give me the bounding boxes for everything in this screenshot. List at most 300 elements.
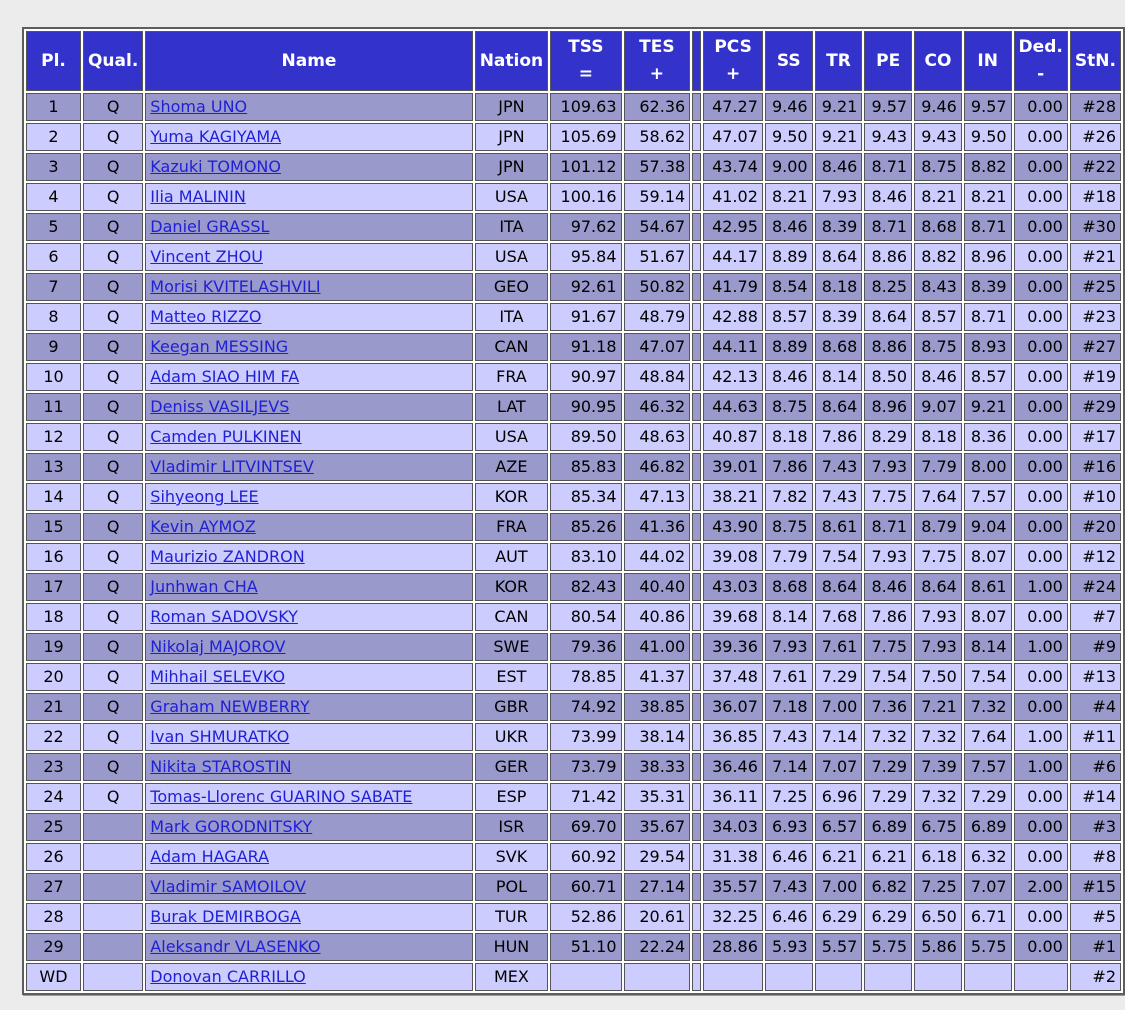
cell-name bbox=[145, 453, 472, 481]
col-header-co: CO bbox=[914, 31, 962, 91]
cell-tss: 91.18 bbox=[550, 333, 621, 361]
cell-deductions: 0.00 bbox=[1014, 603, 1068, 631]
cell-in: 8.96 bbox=[964, 243, 1012, 271]
cell-nation: LAT bbox=[475, 393, 548, 421]
cell-nation: CAN bbox=[475, 603, 548, 631]
cell-in: 9.04 bbox=[964, 513, 1012, 541]
tes-label: TES bbox=[639, 37, 675, 57]
cell-in: 8.07 bbox=[964, 603, 1012, 631]
cell-deductions: 0.00 bbox=[1014, 483, 1068, 511]
results-table bbox=[22, 27, 1125, 995]
cell-name bbox=[145, 633, 472, 661]
cell-pe: 6.29 bbox=[864, 903, 912, 931]
col-header-nation: Nation bbox=[475, 31, 548, 91]
cell-deductions: 0.00 bbox=[1014, 513, 1068, 541]
cell-tr bbox=[815, 963, 863, 991]
cell-tr: 6.96 bbox=[815, 783, 863, 811]
cell-tes: 44.02 bbox=[624, 543, 691, 571]
cell-nation: JPN bbox=[475, 153, 548, 181]
cell-spacer bbox=[692, 933, 701, 961]
cell-in: 7.29 bbox=[964, 783, 1012, 811]
skater-name-link[interactable]: Matteo RIZZO bbox=[150, 307, 262, 326]
cell-place: 5 bbox=[26, 213, 81, 241]
cell-qual: Q bbox=[83, 483, 143, 511]
cell-co: 7.79 bbox=[914, 453, 962, 481]
table-row bbox=[26, 663, 1121, 691]
skater-name-link[interactable]: Camden PULKINEN bbox=[150, 427, 302, 446]
cell-place: 18 bbox=[26, 603, 81, 631]
cell-pcs: 34.03 bbox=[703, 813, 763, 841]
cell-start-number: #20 bbox=[1070, 513, 1121, 541]
cell-name bbox=[145, 123, 472, 151]
cell-ss: 6.93 bbox=[765, 813, 813, 841]
cell-pcs: 43.90 bbox=[703, 513, 763, 541]
cell-ss: 8.75 bbox=[765, 393, 813, 421]
col-header-in: IN bbox=[964, 31, 1012, 91]
cell-name bbox=[145, 603, 472, 631]
cell-nation: GBR bbox=[475, 693, 548, 721]
cell-ss: 6.46 bbox=[765, 903, 813, 931]
cell-co: 7.64 bbox=[914, 483, 962, 511]
table-row bbox=[26, 903, 1121, 931]
cell-co: 9.43 bbox=[914, 123, 962, 151]
cell-in: 7.64 bbox=[964, 723, 1012, 751]
cell-qual bbox=[83, 813, 143, 841]
table-row bbox=[26, 93, 1121, 121]
cell-start-number: #16 bbox=[1070, 453, 1121, 481]
cell-tes bbox=[624, 963, 691, 991]
cell-qual bbox=[83, 873, 143, 901]
cell-nation: ISR bbox=[475, 813, 548, 841]
cell-tr: 8.39 bbox=[815, 213, 863, 241]
skater-name-link[interactable]: Junhwan CHA bbox=[150, 577, 258, 596]
table-row bbox=[26, 723, 1121, 751]
cell-ss: 8.18 bbox=[765, 423, 813, 451]
col-header-qual: Qual. bbox=[83, 31, 143, 91]
cell-pcs: 36.85 bbox=[703, 723, 763, 751]
tss-label: TSS bbox=[568, 37, 604, 57]
cell-tss: 73.99 bbox=[550, 723, 621, 751]
tes-operator: + bbox=[649, 64, 664, 84]
cell-pcs: 47.07 bbox=[703, 123, 763, 151]
cell-tr: 8.39 bbox=[815, 303, 863, 331]
cell-co: 7.39 bbox=[914, 753, 962, 781]
cell-tes: 48.84 bbox=[624, 363, 691, 391]
table-row bbox=[26, 693, 1121, 721]
cell-tr: 7.61 bbox=[815, 633, 863, 661]
pcs-label: PCS bbox=[714, 37, 752, 57]
cell-pe: 7.93 bbox=[864, 543, 912, 571]
cell-co: 7.75 bbox=[914, 543, 962, 571]
cell-tr: 7.29 bbox=[815, 663, 863, 691]
cell-name bbox=[145, 813, 472, 841]
cell-place: 15 bbox=[26, 513, 81, 541]
table-row bbox=[26, 333, 1121, 361]
cell-place: 8 bbox=[26, 303, 81, 331]
cell-ss: 5.93 bbox=[765, 933, 813, 961]
cell-qual: Q bbox=[83, 453, 143, 481]
cell-name bbox=[145, 723, 472, 751]
skater-name-link[interactable]: Deniss VASILJEVS bbox=[150, 397, 290, 416]
cell-name bbox=[145, 93, 472, 121]
skater-name-link[interactable]: Nikita STAROSTIN bbox=[150, 757, 292, 776]
table-header-row bbox=[26, 31, 1121, 91]
cell-co: 6.75 bbox=[914, 813, 962, 841]
cell-tr: 5.57 bbox=[815, 933, 863, 961]
cell-name bbox=[145, 333, 472, 361]
cell-start-number: #1 bbox=[1070, 933, 1121, 961]
skater-name-link[interactable]: Tomas-Llorenc GUARINO SABATE bbox=[150, 787, 413, 806]
cell-start-number: #26 bbox=[1070, 123, 1121, 151]
cell-deductions: 0.00 bbox=[1014, 843, 1068, 871]
cell-in: 7.57 bbox=[964, 753, 1012, 781]
cell-co bbox=[914, 963, 962, 991]
cell-start-number: #28 bbox=[1070, 93, 1121, 121]
table-row bbox=[26, 543, 1121, 571]
cell-start-number: #8 bbox=[1070, 843, 1121, 871]
cell-nation: MEX bbox=[475, 963, 548, 991]
cell-ss: 7.43 bbox=[765, 873, 813, 901]
table-row bbox=[26, 963, 1121, 991]
cell-pe: 7.32 bbox=[864, 723, 912, 751]
cell-deductions: 0.00 bbox=[1014, 543, 1068, 571]
cell-tss: 91.67 bbox=[550, 303, 621, 331]
cell-pe: 7.54 bbox=[864, 663, 912, 691]
cell-tr: 6.29 bbox=[815, 903, 863, 931]
cell-tr: 7.07 bbox=[815, 753, 863, 781]
cell-pcs: 36.46 bbox=[703, 753, 763, 781]
cell-ss: 7.61 bbox=[765, 663, 813, 691]
cell-tr: 6.57 bbox=[815, 813, 863, 841]
col-header-tr: TR bbox=[815, 31, 863, 91]
cell-start-number: #3 bbox=[1070, 813, 1121, 841]
skater-name-link[interactable]: Nikolaj MAJOROV bbox=[150, 637, 286, 656]
cell-place: 10 bbox=[26, 363, 81, 391]
cell-name bbox=[145, 663, 472, 691]
cell-pe: 7.36 bbox=[864, 693, 912, 721]
cell-tes: 51.67 bbox=[624, 243, 691, 271]
cell-nation: EST bbox=[475, 663, 548, 691]
cell-tr: 8.68 bbox=[815, 333, 863, 361]
cell-tss: 90.97 bbox=[550, 363, 621, 391]
cell-pe: 8.96 bbox=[864, 393, 912, 421]
cell-qual: Q bbox=[83, 153, 143, 181]
table-row bbox=[26, 633, 1121, 661]
cell-qual: Q bbox=[83, 693, 143, 721]
cell-in: 8.07 bbox=[964, 543, 1012, 571]
cell-name bbox=[145, 783, 472, 811]
cell-nation: CAN bbox=[475, 333, 548, 361]
cell-pe: 7.75 bbox=[864, 633, 912, 661]
skater-name-link[interactable]: Sihyeong LEE bbox=[150, 487, 259, 506]
cell-nation: AZE bbox=[475, 453, 548, 481]
cell-tr: 7.43 bbox=[815, 483, 863, 511]
skater-name-link[interactable]: Keegan MESSING bbox=[150, 337, 289, 356]
cell-co: 9.07 bbox=[914, 393, 962, 421]
cell-tss: 85.83 bbox=[550, 453, 621, 481]
cell-spacer bbox=[692, 603, 701, 631]
cell-pe: 6.89 bbox=[864, 813, 912, 841]
skater-name-link[interactable]: Ivan SHMURATKO bbox=[150, 727, 290, 746]
cell-tss: 71.42 bbox=[550, 783, 621, 811]
cell-nation: POL bbox=[475, 873, 548, 901]
cell-start-number: #13 bbox=[1070, 663, 1121, 691]
skater-name-link[interactable]: Yuma KAGIYAMA bbox=[150, 127, 282, 146]
cell-tes: 27.14 bbox=[624, 873, 691, 901]
cell-spacer bbox=[692, 513, 701, 541]
cell-tss: 69.70 bbox=[550, 813, 621, 841]
skater-name-link[interactable]: Burak DEMIRBOGA bbox=[150, 907, 301, 926]
skater-name-link[interactable]: Ilia MALININ bbox=[150, 187, 246, 206]
cell-name bbox=[145, 273, 472, 301]
cell-qual: Q bbox=[83, 123, 143, 151]
cell-in: 9.50 bbox=[964, 123, 1012, 151]
cell-tss: 73.79 bbox=[550, 753, 621, 781]
cell-tr: 8.46 bbox=[815, 153, 863, 181]
cell-name bbox=[145, 423, 472, 451]
cell-tr: 8.64 bbox=[815, 573, 863, 601]
table-row bbox=[26, 813, 1121, 841]
skater-name-link[interactable]: Mihhail SELEVKO bbox=[150, 667, 286, 686]
cell-place: 19 bbox=[26, 633, 81, 661]
cell-spacer bbox=[692, 843, 701, 871]
cell-tes: 46.82 bbox=[624, 453, 691, 481]
cell-deductions: 1.00 bbox=[1014, 723, 1068, 751]
skater-name-link[interactable]: Adam HAGARA bbox=[150, 847, 270, 866]
cell-tes: 40.86 bbox=[624, 603, 691, 631]
cell-qual: Q bbox=[83, 723, 143, 751]
cell-pe: 7.75 bbox=[864, 483, 912, 511]
cell-tes: 57.38 bbox=[624, 153, 691, 181]
cell-spacer bbox=[692, 363, 701, 391]
cell-ss: 8.46 bbox=[765, 363, 813, 391]
cell-deductions: 0.00 bbox=[1014, 273, 1068, 301]
cell-name bbox=[145, 303, 472, 331]
cell-in: 8.00 bbox=[964, 453, 1012, 481]
cell-place: 17 bbox=[26, 573, 81, 601]
cell-nation: JPN bbox=[475, 123, 548, 151]
skater-name-link[interactable]: Morisi KVITELASHVILI bbox=[150, 277, 321, 296]
cell-tes: 38.14 bbox=[624, 723, 691, 751]
cell-tes: 35.67 bbox=[624, 813, 691, 841]
cell-pcs: 43.03 bbox=[703, 573, 763, 601]
skater-name-link[interactable]: Vladimir LITVINTSEV bbox=[150, 457, 314, 476]
table-row bbox=[26, 453, 1121, 481]
cell-ss: 8.75 bbox=[765, 513, 813, 541]
cell-in bbox=[964, 963, 1012, 991]
cell-spacer bbox=[692, 303, 701, 331]
skater-name-link[interactable]: Adam SIAO HIM FA bbox=[150, 367, 300, 386]
cell-name bbox=[145, 963, 472, 991]
cell-spacer bbox=[692, 903, 701, 931]
cell-tss: 95.84 bbox=[550, 243, 621, 271]
col-header-start-number: StN. bbox=[1070, 31, 1121, 91]
cell-in: 7.57 bbox=[964, 483, 1012, 511]
cell-qual: Q bbox=[83, 663, 143, 691]
cell-place: 16 bbox=[26, 543, 81, 571]
cell-co: 7.21 bbox=[914, 693, 962, 721]
cell-tes: 54.67 bbox=[624, 213, 691, 241]
cell-ss: 8.89 bbox=[765, 243, 813, 271]
cell-pe: 8.71 bbox=[864, 513, 912, 541]
cell-qual: Q bbox=[83, 423, 143, 451]
cell-in: 9.21 bbox=[964, 393, 1012, 421]
skater-name-link[interactable]: Vincent ZHOU bbox=[150, 247, 263, 266]
cell-qual: Q bbox=[83, 603, 143, 631]
table-row bbox=[26, 363, 1121, 391]
cell-place: 26 bbox=[26, 843, 81, 871]
skater-name-link[interactable]: Daniel GRASSL bbox=[150, 217, 270, 236]
cell-nation: USA bbox=[475, 423, 548, 451]
cell-tss bbox=[550, 963, 621, 991]
table-row bbox=[26, 303, 1121, 331]
cell-pcs: 28.86 bbox=[703, 933, 763, 961]
skater-name-link[interactable]: Aleksandr VLASENKO bbox=[150, 937, 321, 956]
table-row bbox=[26, 513, 1121, 541]
cell-pe: 5.75 bbox=[864, 933, 912, 961]
cell-qual: Q bbox=[83, 783, 143, 811]
cell-nation: FRA bbox=[475, 513, 548, 541]
cell-tes: 46.32 bbox=[624, 393, 691, 421]
cell-tss: 92.61 bbox=[550, 273, 621, 301]
cell-deductions: 0.00 bbox=[1014, 303, 1068, 331]
cell-in: 8.82 bbox=[964, 153, 1012, 181]
skater-name-link[interactable]: Kazuki TOMONO bbox=[150, 157, 281, 176]
skater-name-link[interactable]: Mark GORODNITSKY bbox=[150, 817, 313, 836]
skater-name-link[interactable]: Kevin AYMOZ bbox=[150, 517, 256, 536]
cell-pcs: 31.38 bbox=[703, 843, 763, 871]
skater-name-link[interactable]: Shoma UNO bbox=[150, 97, 248, 116]
cell-deductions: 1.00 bbox=[1014, 573, 1068, 601]
cell-tss: 60.92 bbox=[550, 843, 621, 871]
cell-place: 13 bbox=[26, 453, 81, 481]
cell-pcs: 42.95 bbox=[703, 213, 763, 241]
cell-start-number: #30 bbox=[1070, 213, 1121, 241]
cell-start-number: #19 bbox=[1070, 363, 1121, 391]
cell-spacer bbox=[692, 663, 701, 691]
cell-tss: 83.10 bbox=[550, 543, 621, 571]
col-header-tss bbox=[550, 31, 621, 91]
cell-spacer bbox=[692, 693, 701, 721]
cell-nation: GEO bbox=[475, 273, 548, 301]
cell-in: 8.39 bbox=[964, 273, 1012, 301]
cell-spacer bbox=[692, 453, 701, 481]
cell-start-number: #17 bbox=[1070, 423, 1121, 451]
cell-pe: 8.29 bbox=[864, 423, 912, 451]
cell-place: 23 bbox=[26, 753, 81, 781]
cell-tes: 22.24 bbox=[624, 933, 691, 961]
cell-in: 8.36 bbox=[964, 423, 1012, 451]
cell-spacer bbox=[692, 723, 701, 751]
cell-start-number: #29 bbox=[1070, 393, 1121, 421]
cell-tr: 6.21 bbox=[815, 843, 863, 871]
table-row bbox=[26, 603, 1121, 631]
cell-start-number: #15 bbox=[1070, 873, 1121, 901]
cell-tr: 7.14 bbox=[815, 723, 863, 751]
cell-start-number: #14 bbox=[1070, 783, 1121, 811]
cell-spacer bbox=[692, 333, 701, 361]
cell-pcs: 44.11 bbox=[703, 333, 763, 361]
table-row bbox=[26, 123, 1121, 151]
skater-name-link[interactable]: Roman SADOVSKY bbox=[150, 607, 298, 626]
cell-deductions bbox=[1014, 963, 1068, 991]
cell-tr: 9.21 bbox=[815, 93, 863, 121]
cell-pcs: 47.27 bbox=[703, 93, 763, 121]
cell-place: 25 bbox=[26, 813, 81, 841]
cell-co: 8.57 bbox=[914, 303, 962, 331]
cell-in: 6.71 bbox=[964, 903, 1012, 931]
table-row bbox=[26, 753, 1121, 781]
cell-tr: 7.00 bbox=[815, 693, 863, 721]
cell-spacer bbox=[692, 873, 701, 901]
cell-deductions: 0.00 bbox=[1014, 213, 1068, 241]
cell-pcs: 37.48 bbox=[703, 663, 763, 691]
cell-in: 8.14 bbox=[964, 633, 1012, 661]
cell-tss: 97.62 bbox=[550, 213, 621, 241]
cell-tes: 35.31 bbox=[624, 783, 691, 811]
cell-pcs: 35.57 bbox=[703, 873, 763, 901]
cell-pe: 7.93 bbox=[864, 453, 912, 481]
table-row bbox=[26, 873, 1121, 901]
skater-name-link[interactable]: Donovan CARRILLO bbox=[150, 967, 306, 986]
cell-pe: 9.57 bbox=[864, 93, 912, 121]
cell-co: 8.18 bbox=[914, 423, 962, 451]
cell-in: 8.21 bbox=[964, 183, 1012, 211]
cell-pe: 8.25 bbox=[864, 273, 912, 301]
cell-qual: Q bbox=[83, 363, 143, 391]
cell-tss: 80.54 bbox=[550, 603, 621, 631]
cell-co: 8.68 bbox=[914, 213, 962, 241]
cell-co: 8.64 bbox=[914, 573, 962, 601]
cell-tr: 9.21 bbox=[815, 123, 863, 151]
cell-pcs: 38.21 bbox=[703, 483, 763, 511]
cell-ss: 7.82 bbox=[765, 483, 813, 511]
cell-tes: 29.54 bbox=[624, 843, 691, 871]
cell-nation: ITA bbox=[475, 303, 548, 331]
cell-name bbox=[145, 393, 472, 421]
skater-name-link[interactable]: Maurizio ZANDRON bbox=[150, 547, 305, 566]
cell-pe: 6.82 bbox=[864, 873, 912, 901]
cell-tes: 58.62 bbox=[624, 123, 691, 151]
cell-qual bbox=[83, 903, 143, 931]
cell-pcs: 44.17 bbox=[703, 243, 763, 271]
cell-pcs: 39.01 bbox=[703, 453, 763, 481]
cell-start-number: #10 bbox=[1070, 483, 1121, 511]
cell-deductions: 0.00 bbox=[1014, 813, 1068, 841]
cell-deductions: 0.00 bbox=[1014, 153, 1068, 181]
cell-spacer bbox=[692, 393, 701, 421]
cell-ss: 9.46 bbox=[765, 93, 813, 121]
cell-tss: 78.85 bbox=[550, 663, 621, 691]
cell-tr: 7.93 bbox=[815, 183, 863, 211]
ded-operator: - bbox=[1037, 64, 1045, 84]
cell-co: 7.93 bbox=[914, 603, 962, 631]
cell-ss: 7.43 bbox=[765, 723, 813, 751]
cell-ss: 8.68 bbox=[765, 573, 813, 601]
cell-qual: Q bbox=[83, 543, 143, 571]
cell-start-number: #21 bbox=[1070, 243, 1121, 271]
cell-name bbox=[145, 573, 472, 601]
cell-tss: 89.50 bbox=[550, 423, 621, 451]
cell-pcs: 36.11 bbox=[703, 783, 763, 811]
skater-name-link[interactable]: Vladimir SAMOILOV bbox=[150, 877, 306, 896]
cell-spacer bbox=[692, 963, 701, 991]
cell-place: 20 bbox=[26, 663, 81, 691]
cell-place: 27 bbox=[26, 873, 81, 901]
cell-pcs: 39.08 bbox=[703, 543, 763, 571]
cell-pe: 8.86 bbox=[864, 243, 912, 271]
skater-name-link[interactable]: Graham NEWBERRY bbox=[150, 697, 310, 716]
